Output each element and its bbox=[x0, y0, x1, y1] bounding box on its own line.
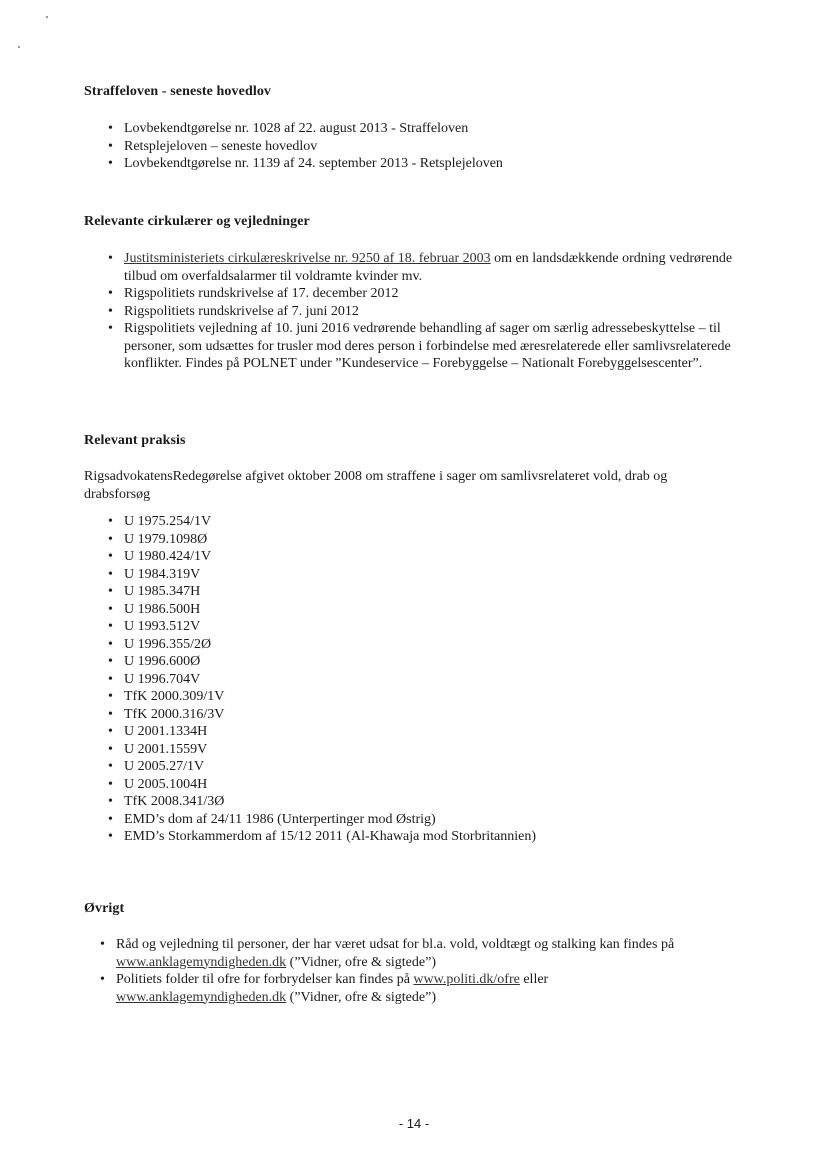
list-item: • U 1985.347H bbox=[108, 583, 728, 601]
list-item: • U 1984.319V bbox=[108, 566, 728, 584]
list-item: • TfK 2008.341/3Ø bbox=[108, 793, 728, 811]
list-item: • Rigspolitiets rundskrivelse af 7. juni 2012 bbox=[108, 303, 738, 321]
list-item: • U 1975.254/1V bbox=[108, 513, 728, 531]
list-item: • U 1996.704V bbox=[108, 671, 728, 689]
heading-cirkulaerer: Relevante cirkulærer og vejledninger bbox=[84, 214, 310, 229]
politi-link[interactable]: www.politi.dk/ofre bbox=[413, 972, 520, 987]
heading-straffeloven: Straffeloven - seneste hovedlov bbox=[84, 84, 272, 99]
list-item: • U 1980.424/1V bbox=[108, 548, 728, 566]
list-item-text: eller bbox=[519, 972, 549, 987]
list-item-text: Råd og vejledning til personer, der har været udsat for bl.a. vold, voldtægt og stalking kan findes på bbox=[116, 937, 675, 952]
list-item: • EMD’s dom af 24/11 1986 (Unterpertinger mod Østrig) bbox=[108, 811, 728, 829]
list-item-text: (”Vidner, ofre & sigtede”) bbox=[286, 989, 436, 1005]
list-item: • U 2001.1559V bbox=[108, 741, 728, 759]
list-item: • U 2001.1334H bbox=[108, 723, 728, 741]
list-item: • TfK 2000.316/3V bbox=[108, 706, 728, 724]
list-item: • U 1986.500H bbox=[108, 601, 728, 619]
heading-oevrigt: Øvrigt bbox=[84, 901, 125, 916]
anklagemyndigheden-link[interactable]: www.anklagemyndigheden.dk bbox=[116, 954, 287, 970]
straffeloven-list bbox=[108, 120, 748, 173]
list-item: • TfK 2000.309/1V bbox=[108, 688, 728, 706]
oevrigt-list bbox=[100, 936, 720, 1006]
list-item: • Rigspolitiets vejledning af 10. juni 2016 vedrørende behandling af sager om særlig adressebeskyttelse – til personer, som udsættes for trusler mod deres person i forbindelse med æresrelaterede eller samlivsrelaterede konflikter. Findes på POLNET under ”Kundeservice – Forebyggelse – Nationalt Forebyggelsescenter”. bbox=[108, 320, 738, 373]
list-item: • Rigspolitiets rundskrivelse af 17. december 2012 bbox=[108, 285, 738, 303]
list-item: • Lovbekendtgørelse nr. 1139 af 24. september 2013 - Retsplejeloven bbox=[108, 155, 748, 173]
list-item bbox=[108, 250, 738, 285]
praksis-list bbox=[108, 513, 728, 846]
list-item: • Lovbekendtgørelse nr. 1028 af 22. august 2013 - Straffeloven bbox=[108, 120, 748, 138]
list-item: • U 1979.1098Ø bbox=[108, 531, 728, 549]
cirkulaere-link[interactable]: Justitsministeriets cirkulæreskrivelse nr. 9250 af 18. februar 2003 bbox=[124, 251, 491, 266]
list-item: • U 1993.512V bbox=[108, 618, 728, 636]
page-number: - 14 - bbox=[398, 1116, 430, 1131]
anklagemyndigheden-link[interactable]: www.anklagemyndigheden.dk bbox=[116, 989, 287, 1005]
list-item-text: Politiets folder til ofre for forbrydelser kan findes på bbox=[116, 972, 414, 987]
list-item: • U 1996.355/2Ø bbox=[108, 636, 728, 654]
scan-speck bbox=[46, 16, 48, 18]
list-item-text: (”Vidner, ofre & sigtede”) bbox=[286, 954, 436, 970]
list-item: • U 2005.27/1V bbox=[108, 758, 728, 776]
praksis-intro: RigsadvokatensRedegørelse afgivet oktober 2008 om straffene i sager om samlivsrelateret vold, drab og drabsforsøg bbox=[84, 469, 668, 502]
list-item: • U 1996.600Ø bbox=[108, 653, 728, 671]
scan-speck bbox=[18, 46, 20, 48]
heading-praksis: Relevant praksis bbox=[84, 433, 186, 448]
cirkulaerer-list bbox=[108, 250, 738, 373]
list-item: • U 2005.1004H bbox=[108, 776, 728, 794]
list-item: • Retsplejeloven – seneste hovedlov bbox=[108, 138, 748, 156]
list-item: • EMD’s Storkammerdom af 15/12 2011 (Al-Khawaja mod Storbritannien) bbox=[108, 828, 728, 846]
list-item bbox=[100, 971, 720, 1006]
list-item-text: om en landsdækkende ordning vedrørende tilbud om overfaldsalarmer til voldramte kvinder mv. bbox=[124, 251, 733, 284]
list-item bbox=[100, 936, 720, 971]
